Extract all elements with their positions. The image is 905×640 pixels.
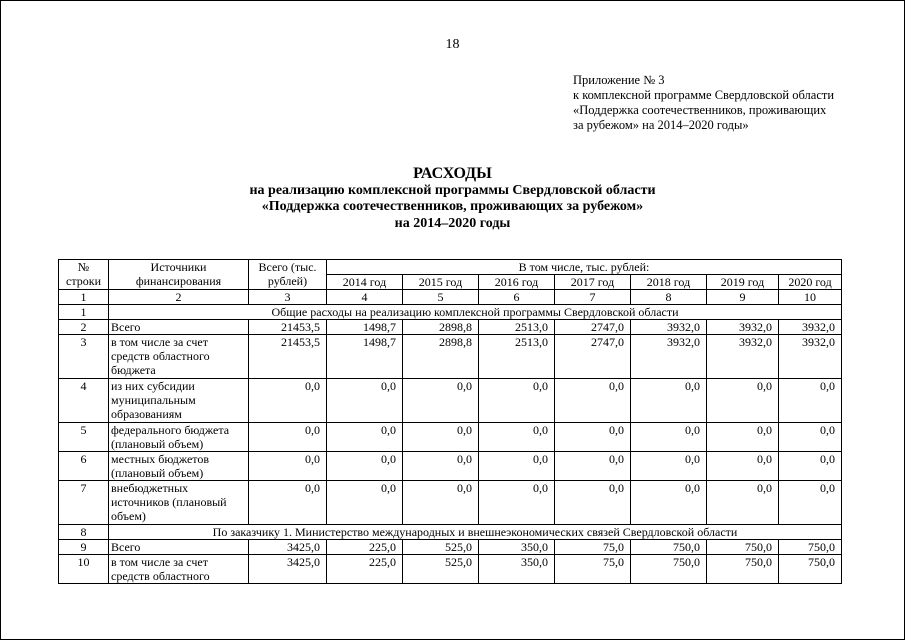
year-value: 2747,0 [555, 320, 631, 335]
year-value: 0,0 [779, 452, 842, 481]
year-value: 75,0 [555, 540, 631, 555]
column-number: 3 [249, 290, 327, 305]
year-value: 350,0 [479, 555, 555, 584]
header-row [59, 260, 842, 275]
source-label: в том числе за счет средств областного [109, 555, 249, 584]
year-value: 3932,0 [779, 320, 842, 335]
year-value: 3932,0 [779, 335, 842, 379]
year-value: 0,0 [555, 452, 631, 481]
year-value: 525,0 [403, 555, 479, 584]
year-value: 0,0 [555, 481, 631, 525]
table-row [59, 423, 842, 452]
header-row-number: № строки [59, 260, 109, 290]
title-line: РАСХОДЫ [413, 165, 492, 182]
total-value: 21453,5 [249, 320, 327, 335]
column-number: 9 [707, 290, 779, 305]
row-number: 5 [59, 423, 109, 452]
year-value: 2747,0 [555, 335, 631, 379]
table-row [59, 555, 842, 584]
source-label: Всего [109, 320, 249, 335]
year-value: 2513,0 [479, 320, 555, 335]
header-source: Источники финансирования [109, 260, 249, 290]
header-year: 2015 год [403, 275, 479, 290]
total-value: 0,0 [249, 452, 327, 481]
source-label: федерального бюджета (плановый объем) [109, 423, 249, 452]
row-number: 2 [59, 320, 109, 335]
row-number: 4 [59, 379, 109, 423]
year-value: 0,0 [479, 481, 555, 525]
section-row [59, 525, 842, 540]
row-number: 1 [59, 305, 109, 320]
year-value: 750,0 [707, 555, 779, 584]
header-year: 2020 год [779, 275, 842, 290]
year-value: 750,0 [631, 555, 707, 584]
appendix-line: «Поддержка соотечественников, проживающих [573, 103, 827, 117]
year-value: 0,0 [555, 379, 631, 423]
total-value: 3425,0 [249, 555, 327, 584]
year-value: 3932,0 [631, 320, 707, 335]
column-number: 6 [479, 290, 555, 305]
year-value: 350,0 [479, 540, 555, 555]
year-value: 0,0 [403, 423, 479, 452]
table-row [59, 452, 842, 481]
year-value: 0,0 [779, 481, 842, 525]
year-value: 0,0 [707, 379, 779, 423]
column-number: 8 [631, 290, 707, 305]
table-row [59, 379, 842, 423]
row-number: 8 [59, 525, 109, 540]
source-label: из них субсидии муниципальным образованиям [109, 379, 249, 423]
header-year: 2019 год [707, 275, 779, 290]
header-year: 2017 год [555, 275, 631, 290]
year-value: 750,0 [631, 540, 707, 555]
row-number: 9 [59, 540, 109, 555]
year-value: 0,0 [327, 481, 403, 525]
total-value: 3425,0 [249, 540, 327, 555]
source-label: в том числе за счет средств областного бюджета [109, 335, 249, 379]
year-value: 2898,8 [403, 335, 479, 379]
column-number: 7 [555, 290, 631, 305]
section-row [59, 305, 842, 320]
column-number-row [59, 290, 842, 305]
row-number: 10 [59, 555, 109, 584]
title-line: на 2014–2020 годы [394, 215, 511, 231]
year-value: 750,0 [707, 540, 779, 555]
year-value: 0,0 [707, 423, 779, 452]
table-row [59, 481, 842, 525]
year-value: 750,0 [779, 540, 842, 555]
year-value: 0,0 [707, 452, 779, 481]
year-value: 2513,0 [479, 335, 555, 379]
column-number: 1 [59, 290, 109, 305]
year-value: 0,0 [479, 423, 555, 452]
table-row [59, 540, 842, 555]
source-label: Всего [109, 540, 249, 555]
year-value: 0,0 [403, 481, 479, 525]
year-value: 225,0 [327, 555, 403, 584]
year-value: 1498,7 [327, 320, 403, 335]
appendix-line: Приложение № 3 [573, 73, 665, 87]
title-line: на реализацию комплексной программы Свердловской области [249, 182, 656, 198]
header-including: В том числе, тыс. рублей: [327, 260, 842, 275]
row-number: 3 [59, 335, 109, 379]
row-number: 7 [59, 481, 109, 525]
appendix-line: за рубежом» на 2014–2020 годы» [573, 118, 749, 132]
year-value: 0,0 [779, 379, 842, 423]
year-value: 0,0 [403, 452, 479, 481]
year-value: 0,0 [631, 423, 707, 452]
year-value: 0,0 [327, 452, 403, 481]
appendix-note [573, 73, 873, 133]
header-year: 2018 год [631, 275, 707, 290]
total-value: 0,0 [249, 379, 327, 423]
page-number: 18 [445, 37, 460, 52]
year-value: 75,0 [555, 555, 631, 584]
year-value: 0,0 [479, 452, 555, 481]
table-row [59, 320, 842, 335]
year-value: 0,0 [403, 379, 479, 423]
year-value: 3932,0 [631, 335, 707, 379]
total-value: 0,0 [249, 481, 327, 525]
year-value: 0,0 [555, 423, 631, 452]
section-title: По заказчику 1. Министерство международных и внешнеэкономических связей Свердловской области [109, 525, 842, 540]
year-value: 0,0 [707, 481, 779, 525]
column-number: 4 [327, 290, 403, 305]
year-value: 1498,7 [327, 335, 403, 379]
year-value: 0,0 [479, 379, 555, 423]
source-label: местных бюджетов (плановый объем) [109, 452, 249, 481]
title-line: «Поддержка соотечественников, проживающих за рубежом» [261, 199, 644, 214]
total-value: 21453,5 [249, 335, 327, 379]
source-label: внебюджетных источников (плановый объем) [109, 481, 249, 525]
row-number: 6 [59, 452, 109, 481]
year-value: 750,0 [779, 555, 842, 584]
section-title: Общие расходы на реализацию комплексной программы Свердловской области [109, 305, 842, 320]
column-number: 5 [403, 290, 479, 305]
document-title [0, 166, 905, 232]
year-value: 0,0 [327, 423, 403, 452]
year-value: 0,0 [631, 481, 707, 525]
column-number: 10 [779, 290, 842, 305]
year-value: 225,0 [327, 540, 403, 555]
year-value: 3932,0 [707, 320, 779, 335]
year-value: 525,0 [403, 540, 479, 555]
table-row [59, 335, 842, 379]
expenses-table [58, 259, 842, 584]
header-year: 2016 год [479, 275, 555, 290]
column-number: 2 [109, 290, 249, 305]
total-value: 0,0 [249, 423, 327, 452]
appendix-line: к комплексной программе Свердловской области [573, 88, 835, 102]
year-value: 2898,8 [403, 320, 479, 335]
year-value: 0,0 [327, 379, 403, 423]
year-value: 0,0 [631, 379, 707, 423]
year-value: 0,0 [779, 423, 842, 452]
header-year: 2014 год [327, 275, 403, 290]
header-total: Всего (тыс. рублей) [249, 260, 327, 290]
year-value: 3932,0 [707, 335, 779, 379]
year-value: 0,0 [631, 452, 707, 481]
